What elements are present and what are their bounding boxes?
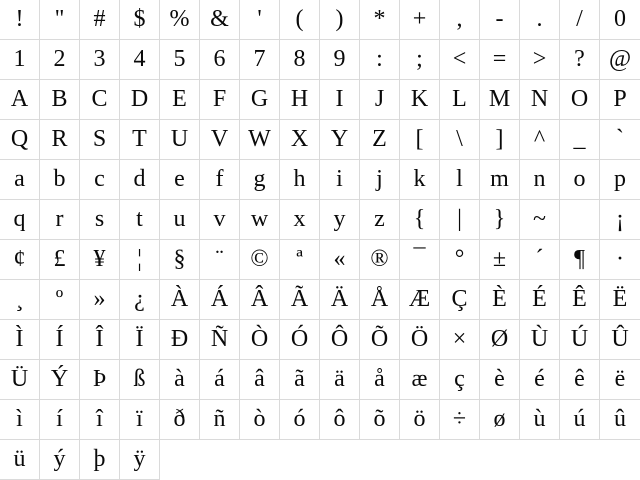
glyph-cell[interactable]: $ <box>120 0 160 40</box>
glyph-cell[interactable]: Ý <box>40 360 80 400</box>
glyph-cell[interactable]: æ <box>400 360 440 400</box>
glyph-cell[interactable]: + <box>400 0 440 40</box>
glyph-cell[interactable]: R <box>40 120 80 160</box>
glyph-cell[interactable]: @ <box>600 40 640 80</box>
glyph-cell[interactable]: ¶ <box>560 240 600 280</box>
glyph-cell[interactable]: q <box>0 200 40 240</box>
glyph-cell[interactable]: ñ <box>200 400 240 440</box>
glyph-cell[interactable]: v <box>200 200 240 240</box>
glyph-cell[interactable]: Û <box>600 320 640 360</box>
glyph-cell[interactable]: Ñ <box>200 320 240 360</box>
glyph-cell[interactable]: à <box>160 360 200 400</box>
glyph-cell[interactable]: Î <box>80 320 120 360</box>
glyph-cell[interactable]: { <box>400 200 440 240</box>
glyph-cell[interactable]: [ <box>400 120 440 160</box>
glyph-cell[interactable]: Þ <box>80 360 120 400</box>
glyph-cell[interactable]: w <box>240 200 280 240</box>
glyph-cell[interactable]: ¿ <box>120 280 160 320</box>
glyph-cell[interactable]: _ <box>560 120 600 160</box>
glyph-cell[interactable]: / <box>560 0 600 40</box>
glyph-cell[interactable]: s <box>80 200 120 240</box>
glyph-cell[interactable]: è <box>480 360 520 400</box>
glyph-cell[interactable]: ÷ <box>440 400 480 440</box>
glyph-cell[interactable]: ä <box>320 360 360 400</box>
glyph-cell[interactable]: Ä <box>320 280 360 320</box>
glyph-cell[interactable]: A <box>0 80 40 120</box>
glyph-cell[interactable]: x <box>280 200 320 240</box>
glyph-cell[interactable]: Ò <box>240 320 280 360</box>
glyph-cell[interactable]: ï <box>120 400 160 440</box>
glyph-cell[interactable]: c <box>80 160 120 200</box>
glyph-cell[interactable]: O <box>560 80 600 120</box>
glyph-cell[interactable]: » <box>80 280 120 320</box>
glyph-cell[interactable]: Q <box>0 120 40 160</box>
glyph-cell[interactable]: r <box>40 200 80 240</box>
glyph-cell[interactable]: = <box>480 40 520 80</box>
glyph-cell[interactable]: k <box>400 160 440 200</box>
glyph-cell[interactable]: K <box>400 80 440 120</box>
glyph-cell[interactable]: 7 <box>240 40 280 80</box>
glyph-cell[interactable]: < <box>440 40 480 80</box>
glyph-cell[interactable]: % <box>160 0 200 40</box>
glyph-cell[interactable]: l <box>440 160 480 200</box>
glyph-cell[interactable]: ô <box>320 400 360 440</box>
glyph-cell[interactable]: 0 <box>600 0 640 40</box>
glyph-cell[interactable]: ¥ <box>80 240 120 280</box>
glyph-cell[interactable]: ê <box>560 360 600 400</box>
glyph-cell[interactable]: â <box>240 360 280 400</box>
glyph-cell[interactable]: À <box>160 280 200 320</box>
glyph-cell[interactable]: z <box>360 200 400 240</box>
glyph-cell[interactable]: B <box>40 80 80 120</box>
glyph-cell[interactable]: Í <box>40 320 80 360</box>
glyph-cell[interactable]: Ç <box>440 280 480 320</box>
glyph-cell[interactable]: E <box>160 80 200 120</box>
glyph-cell[interactable]: ¯ <box>400 240 440 280</box>
glyph-cell[interactable]: Ü <box>0 360 40 400</box>
glyph-cell[interactable]: # <box>80 0 120 40</box>
glyph-cell[interactable]: d <box>120 160 160 200</box>
glyph-cell[interactable]: G <box>240 80 280 120</box>
glyph-cell[interactable]: Õ <box>360 320 400 360</box>
glyph-cell[interactable]: 1 <box>0 40 40 80</box>
glyph-cell[interactable]: ã <box>280 360 320 400</box>
glyph-cell[interactable]: S <box>80 120 120 160</box>
glyph-cell[interactable]: Á <box>200 280 240 320</box>
glyph-cell[interactable]: ª <box>280 240 320 280</box>
glyph-cell[interactable]: o <box>560 160 600 200</box>
glyph-cell[interactable]: ö <box>400 400 440 440</box>
glyph-cell[interactable]: J <box>360 80 400 120</box>
glyph-cell[interactable]: I <box>320 80 360 120</box>
glyph-cell[interactable]: ´ <box>520 240 560 280</box>
glyph-cell[interactable]: ¸ <box>0 280 40 320</box>
glyph-cell[interactable]: ¡ <box>600 200 640 240</box>
glyph-cell[interactable]: 5 <box>160 40 200 80</box>
glyph-cell[interactable]: m <box>480 160 520 200</box>
glyph-cell[interactable]: g <box>240 160 280 200</box>
glyph-cell[interactable]: b <box>40 160 80 200</box>
glyph-cell[interactable]: ? <box>560 40 600 80</box>
glyph-cell[interactable]: ë <box>600 360 640 400</box>
glyph-cell[interactable]: Ö <box>400 320 440 360</box>
glyph-cell[interactable]: f <box>200 160 240 200</box>
glyph-cell[interactable]: Å <box>360 280 400 320</box>
glyph-cell[interactable]: ø <box>480 400 520 440</box>
glyph-cell[interactable]: ù <box>520 400 560 440</box>
glyph-cell[interactable]: h <box>280 160 320 200</box>
glyph-cell[interactable]: ) <box>320 0 360 40</box>
glyph-cell[interactable]: N <box>520 80 560 120</box>
glyph-cell[interactable]: a <box>0 160 40 200</box>
glyph-cell[interactable]: ò <box>240 400 280 440</box>
glyph-cell[interactable]: t <box>120 200 160 240</box>
glyph-cell[interactable]: ] <box>480 120 520 160</box>
glyph-cell[interactable]: Ô <box>320 320 360 360</box>
glyph-cell[interactable]: L <box>440 80 480 120</box>
glyph-cell[interactable]: å <box>360 360 400 400</box>
glyph-cell[interactable]: ; <box>400 40 440 80</box>
glyph-cell[interactable]: º <box>40 280 80 320</box>
glyph-cell[interactable]: j <box>360 160 400 200</box>
glyph-cell[interactable]: î <box>80 400 120 440</box>
glyph-cell[interactable]: " <box>40 0 80 40</box>
glyph-cell[interactable]: T <box>120 120 160 160</box>
glyph-cell[interactable]: ° <box>440 240 480 280</box>
glyph-cell[interactable]: ì <box>0 400 40 440</box>
glyph-cell[interactable]: í <box>40 400 80 440</box>
glyph-cell[interactable]: - <box>480 0 520 40</box>
glyph-cell[interactable]: é <box>520 360 560 400</box>
glyph-cell[interactable]: U <box>160 120 200 160</box>
glyph-cell[interactable]: Ì <box>0 320 40 360</box>
glyph-cell[interactable]: ¨ <box>200 240 240 280</box>
glyph-cell[interactable]: ü <box>0 440 40 480</box>
glyph-cell[interactable]: 9 <box>320 40 360 80</box>
glyph-cell[interactable]: & <box>200 0 240 40</box>
glyph-cell[interactable]: £ <box>40 240 80 280</box>
glyph-cell[interactable]: F <box>200 80 240 120</box>
glyph-cell[interactable]: × <box>440 320 480 360</box>
glyph-cell[interactable]: û <box>600 400 640 440</box>
glyph-cell[interactable]: ý <box>40 440 80 480</box>
glyph-cell[interactable]: ú <box>560 400 600 440</box>
glyph-cell[interactable]: § <box>160 240 200 280</box>
glyph-cell[interactable]: È <box>480 280 520 320</box>
glyph-cell[interactable]: 3 <box>80 40 120 80</box>
glyph-cell[interactable]: p <box>600 160 640 200</box>
glyph-cell[interactable]: ÿ <box>120 440 160 480</box>
glyph-cell[interactable]: H <box>280 80 320 120</box>
glyph-cell[interactable]: n <box>520 160 560 200</box>
glyph-cell[interactable]: 8 <box>280 40 320 80</box>
glyph-cell[interactable]: > <box>520 40 560 80</box>
glyph-cell[interactable]: , <box>440 0 480 40</box>
glyph-cell[interactable]: X <box>280 120 320 160</box>
glyph-cell[interactable]: 4 <box>120 40 160 80</box>
glyph-cell[interactable]: ^ <box>520 120 560 160</box>
glyph-cell[interactable]: Ø <box>480 320 520 360</box>
glyph-cell[interactable]: ` <box>600 120 640 160</box>
glyph-cell[interactable]: Y <box>320 120 360 160</box>
glyph-cell[interactable] <box>560 200 600 240</box>
glyph-cell[interactable]: « <box>320 240 360 280</box>
glyph-cell[interactable]: y <box>320 200 360 240</box>
glyph-cell[interactable]: 2 <box>40 40 80 80</box>
glyph-cell[interactable]: . <box>520 0 560 40</box>
glyph-cell[interactable]: : <box>360 40 400 80</box>
glyph-cell[interactable]: Ê <box>560 280 600 320</box>
glyph-cell[interactable]: Ó <box>280 320 320 360</box>
glyph-cell[interactable]: M <box>480 80 520 120</box>
glyph-cell[interactable]: Ë <box>600 280 640 320</box>
glyph-cell[interactable]: ~ <box>520 200 560 240</box>
glyph-cell[interactable]: ( <box>280 0 320 40</box>
glyph-cell[interactable]: © <box>240 240 280 280</box>
glyph-cell[interactable]: C <box>80 80 120 120</box>
glyph-cell[interactable]: þ <box>80 440 120 480</box>
glyph-cell[interactable]: \ <box>440 120 480 160</box>
glyph-cell[interactable]: Z <box>360 120 400 160</box>
glyph-cell[interactable]: Æ <box>400 280 440 320</box>
glyph-cell[interactable]: ± <box>480 240 520 280</box>
glyph-cell[interactable]: u <box>160 200 200 240</box>
glyph-cell[interactable]: W <box>240 120 280 160</box>
glyph-cell[interactable]: ' <box>240 0 280 40</box>
glyph-cell[interactable]: Ù <box>520 320 560 360</box>
glyph-cell[interactable]: Â <box>240 280 280 320</box>
glyph-cell[interactable]: V <box>200 120 240 160</box>
glyph-cell[interactable]: ó <box>280 400 320 440</box>
glyph-cell[interactable]: * <box>360 0 400 40</box>
glyph-cell[interactable]: ç <box>440 360 480 400</box>
glyph-cell[interactable]: 6 <box>200 40 240 80</box>
glyph-cell[interactable]: Ï <box>120 320 160 360</box>
glyph-cell[interactable]: ! <box>0 0 40 40</box>
glyph-cell[interactable]: e <box>160 160 200 200</box>
glyph-cell[interactable]: Ð <box>160 320 200 360</box>
glyph-cell[interactable]: ß <box>120 360 160 400</box>
glyph-cell[interactable]: É <box>520 280 560 320</box>
glyph-cell[interactable]: á <box>200 360 240 400</box>
glyph-cell[interactable]: Ú <box>560 320 600 360</box>
glyph-cell[interactable]: ð <box>160 400 200 440</box>
glyph-cell[interactable]: õ <box>360 400 400 440</box>
glyph-cell[interactable]: | <box>440 200 480 240</box>
glyph-cell[interactable]: ® <box>360 240 400 280</box>
glyph-cell[interactable]: D <box>120 80 160 120</box>
glyph-cell[interactable]: ¢ <box>0 240 40 280</box>
glyph-cell[interactable]: P <box>600 80 640 120</box>
glyph-cell[interactable]: ¦ <box>120 240 160 280</box>
glyph-cell[interactable]: } <box>480 200 520 240</box>
glyph-cell[interactable]: i <box>320 160 360 200</box>
glyph-cell[interactable]: · <box>600 240 640 280</box>
glyph-cell[interactable]: Ã <box>280 280 320 320</box>
